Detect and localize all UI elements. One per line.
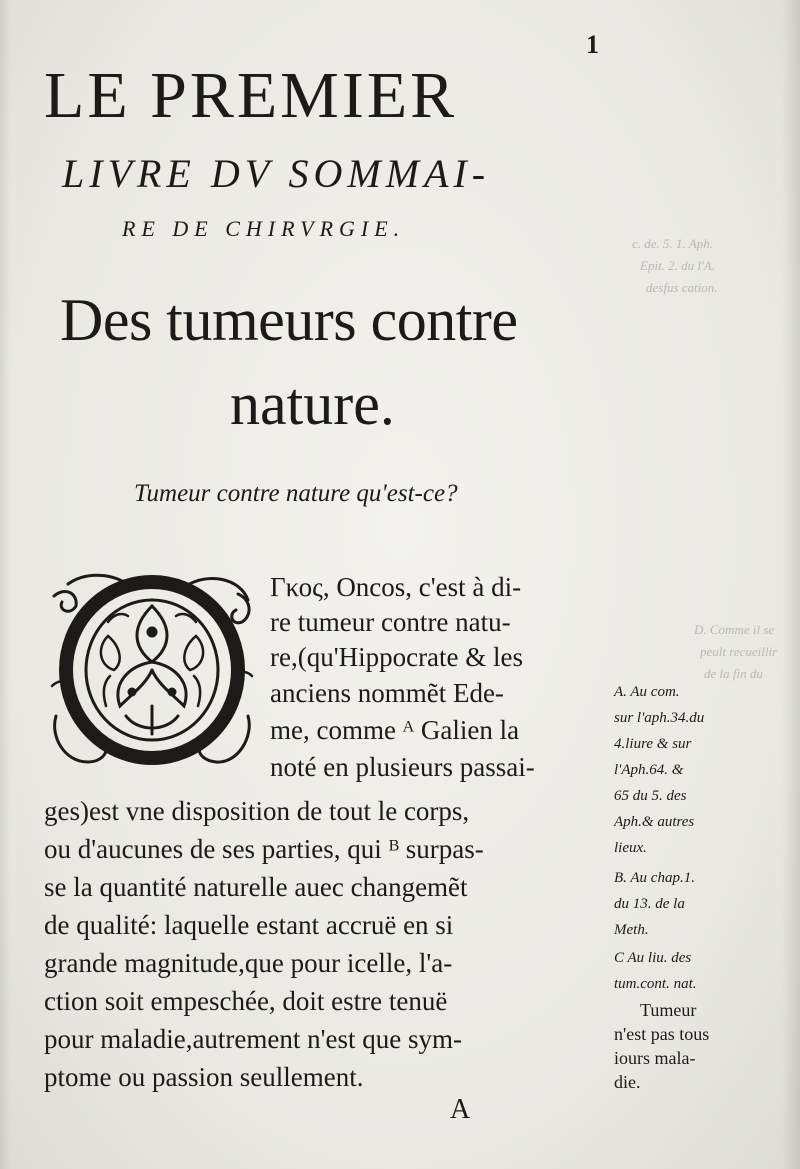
margin-note: B. Au chap.1. bbox=[614, 870, 695, 886]
text-line: ction soit empeschée, doit estre tenuë bbox=[44, 986, 448, 1016]
text-line: ou d'aucunes de ses parties, qui ᴮ surpas- bbox=[44, 834, 484, 864]
margin-note: 65 du 5. des bbox=[614, 788, 687, 804]
chapter-heading-line-1: Des tumeurs contre bbox=[60, 287, 518, 353]
book-title-line-3: RE DE CHIRVRGIE. bbox=[122, 216, 406, 241]
book-title-line-2: LIVRE DV SOMMAI- bbox=[62, 151, 491, 196]
show-through-note: desfus cation. bbox=[646, 280, 718, 295]
decorated-initial-o-icon bbox=[48, 566, 256, 770]
margin-note: tum.cont. nat. bbox=[614, 976, 697, 992]
text-line: anciens nommẽt Ede- bbox=[270, 678, 504, 708]
text-line: re tumeur contre natu- bbox=[270, 607, 511, 637]
margin-heading: die. bbox=[614, 1072, 641, 1092]
margin-heading: iours mala- bbox=[614, 1048, 696, 1068]
margin-note: du 13. de la bbox=[614, 896, 685, 912]
text-line: Γκος, Oncos, c'est à di- bbox=[270, 572, 522, 602]
text-line: ges)est vne disposition de tout le corps, bbox=[44, 796, 470, 826]
text-line: pour maladie,autrement n'est que sym- bbox=[44, 1024, 462, 1054]
book-title-line-1: LE PREMIER bbox=[44, 59, 458, 132]
margin-note: sur l'aph.34.du bbox=[614, 710, 705, 726]
text-line: ptome ou passion seullement. bbox=[44, 1062, 364, 1092]
text-line: grande magnitude,que pour icelle, l'a- bbox=[44, 948, 453, 978]
margin-note: Meth. bbox=[614, 922, 649, 938]
margin-note: Aph.& autres bbox=[614, 814, 695, 830]
show-through-note: Epit. 2. du l'A. bbox=[640, 258, 715, 273]
show-through-note: de la fin du bbox=[704, 666, 763, 681]
text-line: de qualité: laquelle estant accruë en si bbox=[44, 910, 454, 940]
text-line: me, comme ᴬ Galien la bbox=[270, 715, 520, 745]
show-through-note: peult recueillir bbox=[700, 644, 778, 659]
margin-note: C Au liu. des bbox=[614, 950, 692, 966]
margin-heading: Tumeur bbox=[640, 1000, 697, 1020]
text-line: noté en plusieurs passai- bbox=[270, 752, 535, 782]
text-line: re,(qu'Hippocrate & les bbox=[270, 642, 524, 672]
text-line: se la quantité naturelle auec changemẽt bbox=[44, 872, 468, 902]
show-through-note: c. de. 5. 1. Aph. bbox=[632, 236, 713, 251]
page-number: 1 bbox=[586, 30, 599, 59]
margin-heading: n'est pas tous bbox=[614, 1024, 710, 1044]
chapter-heading-line-2: nature. bbox=[230, 371, 395, 437]
section-subheading: Tumeur contre nature qu'est-ce? bbox=[134, 480, 458, 507]
page-left-shadow bbox=[0, 0, 10, 1169]
page-right-shadow bbox=[782, 0, 800, 1169]
show-through-note: D. Comme il se bbox=[694, 622, 775, 637]
margin-note: lieux. bbox=[614, 840, 647, 856]
catchword: A bbox=[450, 1094, 471, 1125]
margin-note: l'Aph.64. & bbox=[614, 762, 684, 778]
margin-note: A. Au com. bbox=[614, 684, 680, 700]
margin-note: 4.liure & sur bbox=[614, 736, 692, 752]
